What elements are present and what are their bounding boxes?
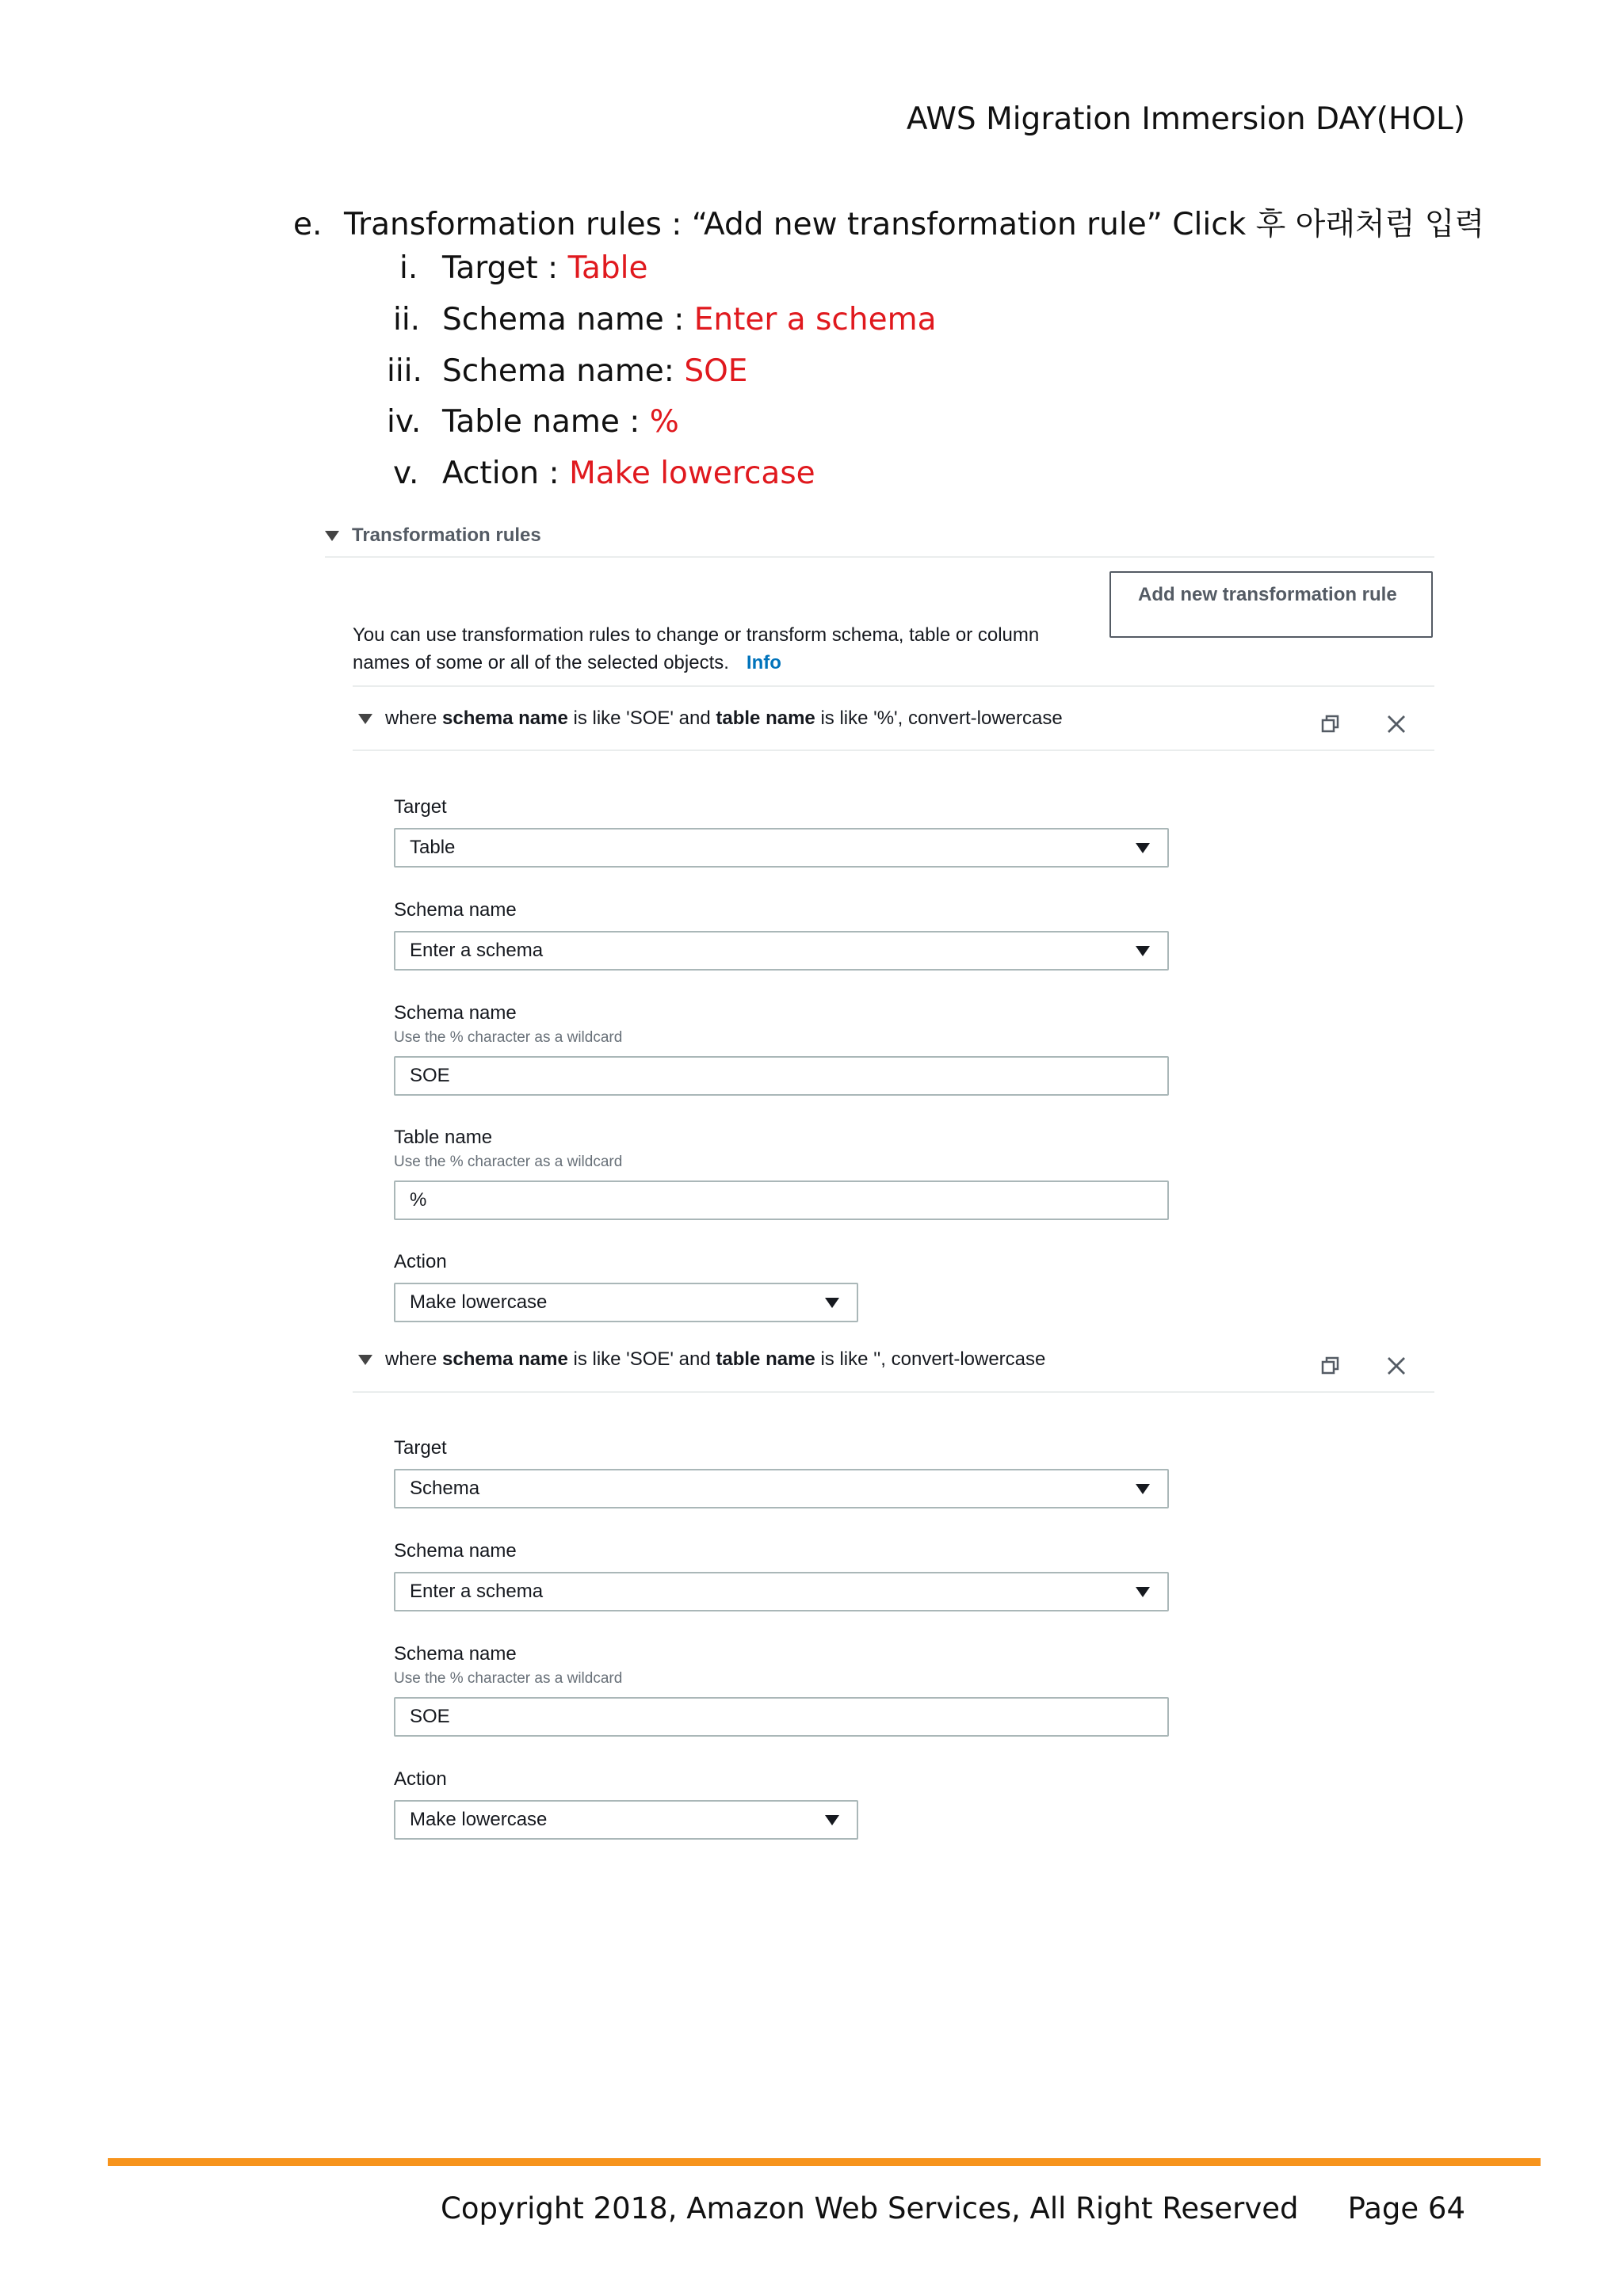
caret-down-icon xyxy=(825,1298,839,1308)
rule-1-header[interactable] xyxy=(358,707,1063,730)
rule-head-key: schema name xyxy=(442,707,568,729)
footer-divider xyxy=(108,2158,1541,2166)
rule-head-key: table name xyxy=(716,1348,815,1370)
schema-name-select[interactable] xyxy=(394,931,1169,971)
step-item-marker: i. xyxy=(399,250,418,286)
rule-head-text: is like 'SOE' and xyxy=(567,1348,716,1370)
divider xyxy=(353,749,1434,751)
page-header-title: AWS Migration Immersion DAY(HOL) xyxy=(906,101,1465,137)
step-item-3 xyxy=(387,353,747,389)
step-text: Transformation rules : “Add new transformation rule” Click 후 아래처럼 입력 xyxy=(344,207,1485,242)
schema-name-input-value: SOE xyxy=(410,1706,450,1727)
caret-down-icon xyxy=(1136,946,1150,956)
step-item-1 xyxy=(399,250,647,286)
page-number: Page 64 xyxy=(1347,2191,1465,2225)
target-select-value: Table xyxy=(410,837,456,858)
schema-name-label: Schema name xyxy=(394,1643,517,1665)
step-item-label: Schema name: xyxy=(442,353,685,389)
action-select[interactable] xyxy=(394,1800,858,1840)
target-label: Target xyxy=(394,796,447,818)
table-name-input[interactable] xyxy=(394,1180,1169,1220)
step-item-2 xyxy=(393,302,936,338)
action-label: Action xyxy=(394,1251,447,1272)
copy-icon[interactable] xyxy=(1319,1355,1342,1377)
rule-head-key: table name xyxy=(716,707,815,729)
step-item-label: Target : xyxy=(442,250,568,286)
schema-name-select-value: Enter a schema xyxy=(410,940,544,961)
step-item-marker: v. xyxy=(393,456,419,491)
rule-head-text: is like 'SOE' and xyxy=(567,707,716,729)
divider xyxy=(353,1391,1434,1393)
rule-head-text: where xyxy=(385,707,443,729)
step-item-5 xyxy=(393,456,815,491)
step-item-value: Enter a schema xyxy=(693,302,937,338)
rule-head-key: schema name xyxy=(442,1348,568,1370)
schema-name-select-label: Schema name xyxy=(394,1540,517,1562)
table-name-input-value: % xyxy=(410,1189,427,1211)
caret-down-icon xyxy=(1136,843,1150,853)
info-link[interactable]: Info xyxy=(746,652,781,673)
schema-name-label: Schema name xyxy=(394,1002,517,1024)
step-item-label: Table name : xyxy=(442,404,650,440)
intro-description xyxy=(353,621,1082,677)
caret-down-icon xyxy=(1136,1587,1150,1597)
caret-down-icon xyxy=(358,714,372,724)
intro-text: You can use transformation rules to change or transform schema, table or column names of some or all of the selected objects. xyxy=(353,624,1040,673)
schema-name-input[interactable] xyxy=(394,1056,1169,1096)
divider xyxy=(353,685,1434,687)
target-select[interactable] xyxy=(394,828,1169,868)
caret-down-icon xyxy=(825,1815,839,1825)
footer-copyright: Copyright 2018, Amazon Web Services, All Right Reserved xyxy=(441,2191,1299,2225)
step-item-marker: iv. xyxy=(387,404,422,440)
step-e xyxy=(293,200,1484,244)
caret-down-icon xyxy=(1136,1484,1150,1494)
table-name-label: Table name xyxy=(394,1127,493,1148)
step-item-label: Action : xyxy=(442,456,570,491)
close-icon[interactable] xyxy=(1385,713,1407,735)
schema-name-select[interactable] xyxy=(394,1572,1169,1611)
step-marker: e. xyxy=(293,207,323,242)
step-item-value: Make lowercase xyxy=(569,456,815,491)
copy-icon[interactable] xyxy=(1319,713,1342,735)
schema-name-hint: Use the % character as a wildcard xyxy=(394,1670,623,1687)
target-select[interactable] xyxy=(394,1469,1169,1508)
action-label: Action xyxy=(394,1768,447,1790)
divider xyxy=(325,556,1434,558)
action-select-value: Make lowercase xyxy=(410,1291,548,1313)
rule-head-text: where xyxy=(385,1348,443,1370)
target-select-value: Schema xyxy=(410,1478,480,1499)
step-item-value: SOE xyxy=(684,353,748,389)
caret-down-icon xyxy=(325,531,339,541)
transformation-rules-header[interactable] xyxy=(325,524,541,547)
rule-2-header[interactable] xyxy=(358,1348,1045,1371)
schema-name-select-value: Enter a schema xyxy=(410,1581,544,1602)
schema-name-select-label: Schema name xyxy=(394,899,517,921)
step-item-4 xyxy=(387,404,679,440)
rule-head-text: is like '%', convert-lowercase xyxy=(815,707,1063,729)
section-title: Transformation rules xyxy=(352,524,541,546)
schema-name-input[interactable] xyxy=(394,1697,1169,1737)
schema-name-hint: Use the % character as a wildcard xyxy=(394,1029,623,1046)
schema-name-input-value: SOE xyxy=(410,1065,450,1086)
add-new-transformation-rule-button[interactable]: Add new transformation rule xyxy=(1109,571,1433,638)
table-name-hint: Use the % character as a wildcard xyxy=(394,1154,623,1170)
step-item-value: % xyxy=(649,404,679,440)
rule-head-text: is like '', convert-lowercase xyxy=(815,1348,1046,1370)
action-select-value: Make lowercase xyxy=(410,1809,548,1830)
caret-down-icon xyxy=(358,1355,372,1365)
step-item-label: Schema name : xyxy=(442,302,694,338)
step-item-marker: iii. xyxy=(387,353,422,389)
step-item-value: Table xyxy=(567,250,648,286)
action-select[interactable] xyxy=(394,1283,858,1322)
step-item-marker: ii. xyxy=(393,302,421,338)
close-icon[interactable] xyxy=(1385,1355,1407,1377)
target-label: Target xyxy=(394,1437,447,1459)
